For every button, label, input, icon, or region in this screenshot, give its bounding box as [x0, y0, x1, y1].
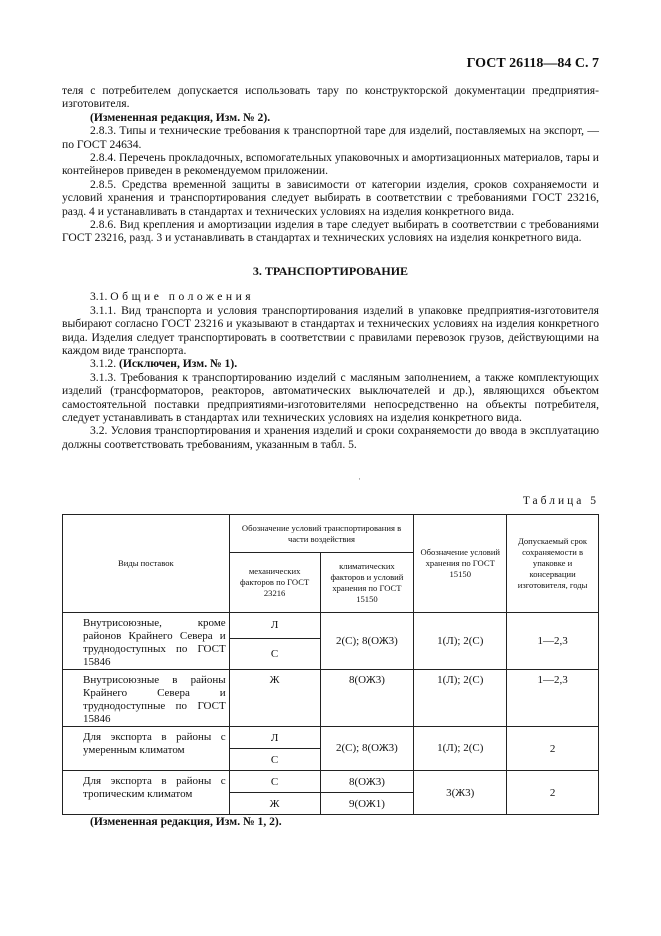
paragraph-3-1-2: [62, 357, 599, 370]
cell-mechanical: Л: [229, 613, 320, 639]
cell-term: 2: [507, 771, 599, 815]
subsection-3-1-heading: [62, 290, 599, 303]
paragraph-amendment-note: (Измененная редакция, Изм. № 2).: [90, 110, 271, 124]
table-row: [63, 727, 599, 749]
paragraph-2-8-4: 2.8.4. Перечень прокладочных, вспомогательных упаковочных и амортизационных материалов, тары и контейнеров приведен в рекомендуемом приложении.: [62, 151, 599, 178]
cell-mechanical: Ж: [229, 670, 320, 727]
text-block-top: [62, 84, 599, 451]
row-label-export-temperate: Для экспорта в районы с умеренным климатом: [63, 727, 230, 771]
cell-mechanical: С: [229, 638, 320, 669]
page-header: ГОСТ 26118—84 С. 7: [466, 56, 599, 71]
row-label-export-tropical: Для экспорта в районы с тропическим климатом: [63, 771, 230, 815]
cell-mechanical: Ж: [229, 793, 320, 815]
paragraph-3-1-2-number: 3.1.2.: [90, 357, 117, 371]
cell-term: 1—2,3: [507, 613, 599, 670]
cell-mechanical: С: [229, 771, 320, 793]
row-label-far-north: Внутрисоюзные в районы Крайнего Севера и труднодоступные по ГОСТ 15846: [63, 670, 230, 727]
paragraph-3-2: 3.2. Условия транспортирования и хранения изделий и сроки сохраняемости до ввода в эксплуатацию должны соответствовать требованиям, указанным в табл. 5.: [62, 424, 599, 451]
cell-mechanical: Л: [229, 727, 320, 749]
header-mechanical: механических факторов по ГОСТ 23216: [229, 553, 320, 613]
cell-storage: 3(Ж3): [414, 771, 507, 815]
subsection-number: 3.1.: [90, 290, 108, 304]
decorative-dot: ·: [358, 474, 361, 484]
cell-term: 2: [507, 727, 599, 771]
header-kinds: Виды поставок: [63, 515, 230, 613]
row-label-domestic: Внутрисоюзные, кроме районов Крайнего Севера и труднодоступных по ГОСТ 15846: [63, 613, 230, 670]
table-row: [63, 613, 599, 639]
table-row: [63, 771, 599, 793]
cell-mechanical: С: [229, 749, 320, 771]
cell-storage: 1(Л); 2(С): [414, 613, 507, 670]
paragraph-2-8-3: 2.8.3. Типы и технические требования к транспортной таре для изделий, поставляемых на экспорт, — по ГОСТ 24634.: [62, 124, 599, 151]
subsection-title: Общие положения: [110, 290, 255, 304]
paragraph-continuation: теля с потребителем допускается использовать тару по конструкторской документации предприятия-изготовителя.: [62, 84, 599, 111]
cell-climatic: 2(С); 8(ОЖ3): [320, 613, 414, 670]
paragraph-3-1-1: 3.1.1. Вид транспорта и условия транспортирования изделий в упаковке предприятия-изготовителя выбирают согласно ГОСТ 23216 и указывают в стандартах и технических условиях на изделия конкретного вида. Изделия следует транспортировать в соответствии с правилами перевозок грузов, действующими на каждом виде транспорта.: [62, 303, 599, 357]
cell-climatic: 8(ОЖ3): [320, 771, 414, 793]
table-caption: Таблица 5: [522, 495, 599, 507]
cell-climatic: 8(ОЖ3): [320, 670, 414, 727]
amendment-footer: (Измененная редакция, Изм. № 1, 2).: [90, 815, 282, 828]
cell-term: 1—2,3: [507, 670, 599, 727]
cell-storage: 1(Л); 2(С): [414, 670, 507, 727]
cell-climatic: 2(С); 8(ОЖ3): [320, 727, 414, 771]
table-5: [62, 514, 599, 815]
paragraph-2-8-6: 2.8.6. Вид крепления и амортизации изделия в таре следует выбирать в соответствии с требованиями ГОСТ 23216, разд. 3 и устанавливать в стандартах и технических условиях на изделия конкретного вида.: [62, 218, 599, 245]
paragraph-2-8-5: 2.8.5. Средства временной защиты в зависимости от категории изделия, сроков сохраняемости и условий хранения и транспортирования следует выбирать в соответствии с требованиями ГОСТ 23216, разд. 4 и устанавливать в стандартах и технических условиях на изделия конкретного вида.: [62, 177, 599, 218]
section-title: 3. ТРАНСПОРТИРОВАНИЕ: [252, 263, 409, 278]
cell-storage: 1(Л); 2(С): [414, 727, 507, 771]
header-climatic: климатических факторов и условий хранения по ГОСТ 15150: [320, 553, 414, 613]
paragraph-3-1-2-text: (Исключен, Изм. № 1).: [119, 357, 238, 371]
header-storage: Обозначение условий хранения по ГОСТ 15150: [414, 515, 507, 613]
table-row: [63, 670, 599, 727]
header-term: Допускаемый срок сохраняемости в упаковке и консервации изготовителя, годы: [507, 515, 599, 613]
paragraph-3-1-3: 3.1.3. Требования к транспортированию изделий с масляным заполнением, а также комплектующих изделий (трансформаторов, реакторов, автоматических выключателей и др.), являющихся объектом самостоятельной поставки предприятиями-изготовителями непосредственно на объекты потребителя, следует устанавливать в стандартах или технических условиях на изделия конкретного вида.: [62, 370, 599, 424]
header-transport: Обозначение условий транспортирования в части воздействия: [229, 515, 414, 553]
cell-climatic: 9(ОЖ1): [320, 793, 414, 815]
